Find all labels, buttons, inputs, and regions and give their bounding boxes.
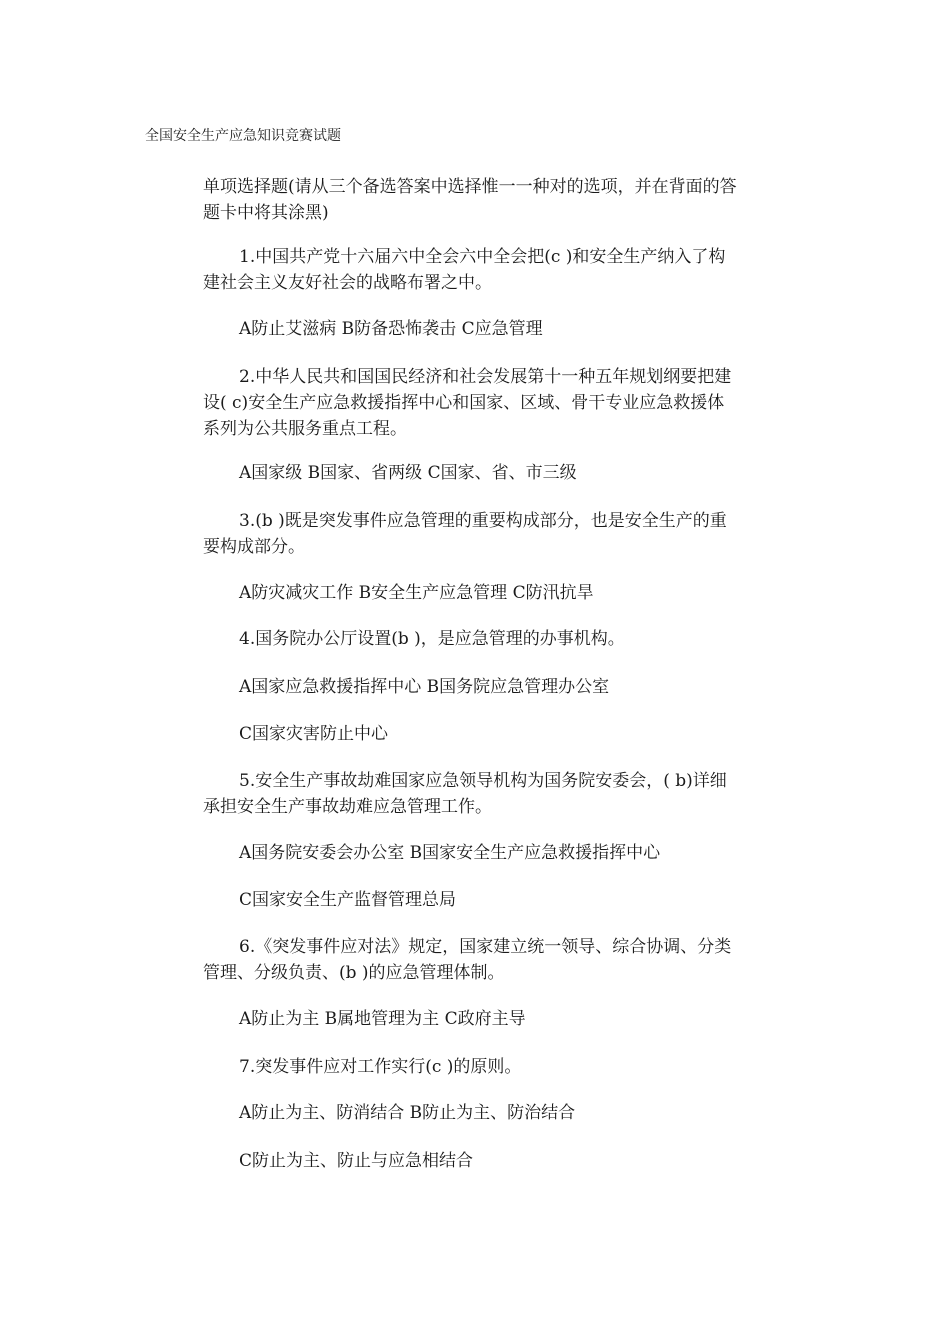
question-6-options: A防止为主 B属地管理为主 C政府主导 — [239, 1009, 526, 1029]
question-1-options: A防止艾滋病 B防备恐怖袭击 C应急管理 — [239, 319, 543, 339]
section-intro — [203, 174, 813, 226]
question-text: 3.(b )既是突发事件应急管理的重要构成部分，也是安全生产的重 — [239, 511, 727, 531]
question-4-options: A国家应急救援指挥中心 B国务院应急管理办公室 — [239, 677, 610, 697]
question-2 — [203, 364, 813, 442]
question-7-options: C防止为主、防止与应急相结合 — [239, 1151, 474, 1171]
question-text: 2.中华人民共和国国民经济和社会发展第十一种五年规划纲要把建 — [239, 367, 732, 387]
question-text: 7.突发事件应对工作实行(c )的原则。 — [239, 1057, 522, 1077]
question-1 — [203, 244, 813, 296]
question-3 — [203, 508, 813, 560]
question-4-options: C国家灾害防止中心 — [239, 724, 389, 744]
question-4 — [203, 626, 813, 652]
question-5-options: C国家安全生产监督管理总局 — [239, 890, 457, 910]
question-text: 1.中国共产党十六届六中全会六中全会把(c )和安全生产纳入了构 — [239, 247, 726, 267]
question-3-options: A防灾减灾工作 B安全生产应急管理 C防汛抗旱 — [239, 583, 594, 603]
document-title: 全国安全生产应急知识竞赛试题 — [145, 128, 341, 144]
question-7 — [203, 1054, 813, 1080]
intro-line: 单项选择题(请从三个备选答案中选择惟一一种对的选项，并在背面的答 — [203, 177, 737, 197]
question-5 — [203, 768, 813, 820]
question-text: 系列为公共服务重点工程。 — [203, 419, 407, 439]
question-text: 4.国务院办公厅设置(b )，是应急管理的办事机构。 — [239, 629, 625, 649]
question-2-options: A国家级 B国家、省两级 C国家、省、市三级 — [239, 463, 577, 483]
question-text: 设( c)安全生产应急救援指挥中心和国家、区域、骨干专业应急救援体 — [203, 393, 725, 413]
question-text: 管理、分级负责、(b )的应急管理体制。 — [203, 963, 505, 983]
question-text: 6.《突发事件应对法》规定，国家建立统一领导、综合协调、分类 — [239, 937, 732, 957]
question-text: 建社会主义友好社会的战略布署之中。 — [203, 273, 492, 293]
question-text: 承担安全生产事故劫难应急管理工作。 — [203, 797, 492, 817]
question-7-options: A防止为主、防消结合 B防止为主、防治结合 — [239, 1103, 576, 1123]
question-text: 要构成部分。 — [203, 537, 305, 557]
question-5-options: A国务院安委会办公室 B国家安全生产应急救援指挥中心 — [239, 843, 661, 863]
intro-line: 题卡中将其涂黑) — [203, 203, 329, 223]
question-6 — [203, 934, 813, 986]
question-text: 5.安全生产事故劫难国家应急领导机构为国务院安委会，( b)详细 — [239, 771, 727, 791]
